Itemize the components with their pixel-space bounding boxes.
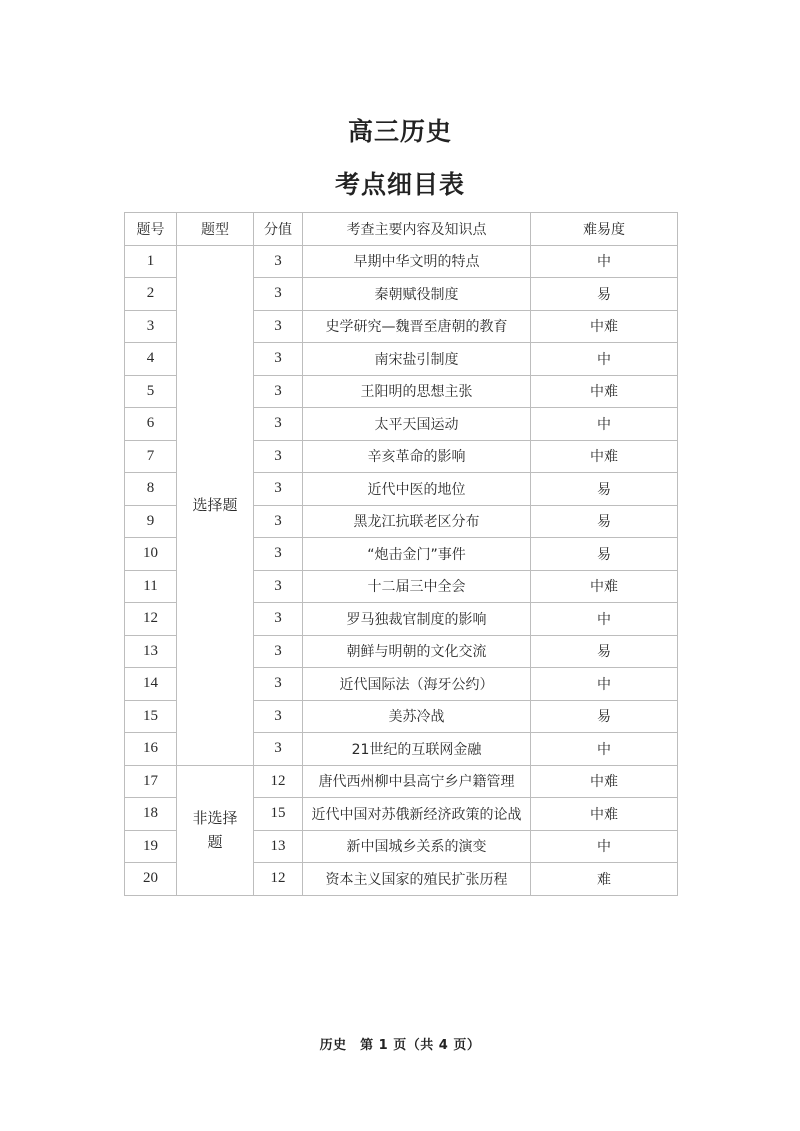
header-difficulty: 难易度 — [531, 213, 678, 246]
score: 3 — [254, 570, 303, 603]
question-type-cell: 非选择题 — [177, 765, 254, 895]
score: 3 — [254, 505, 303, 538]
content-topic: 近代国际法（海牙公约） — [303, 668, 531, 701]
difficulty: 中 — [531, 245, 678, 278]
content-topic: 近代中国对苏俄新经济政策的论战 — [303, 798, 531, 831]
score: 12 — [254, 863, 303, 896]
difficulty: 易 — [531, 700, 678, 733]
header-number: 题号 — [125, 213, 177, 246]
difficulty: 中 — [531, 343, 678, 376]
content-topic: 辛亥革命的影响 — [303, 440, 531, 473]
question-number: 11 — [125, 570, 177, 603]
score: 3 — [254, 408, 303, 441]
question-number: 1 — [125, 245, 177, 278]
score: 3 — [254, 733, 303, 766]
score: 3 — [254, 245, 303, 278]
content-topic: 美苏冷战 — [303, 700, 531, 733]
content-topic: 南宋盐引制度 — [303, 343, 531, 376]
header-question-type: 题型 — [177, 213, 254, 246]
table-row — [125, 245, 678, 278]
question-number: 5 — [125, 375, 177, 408]
question-number: 19 — [125, 830, 177, 863]
question-number: 20 — [125, 863, 177, 896]
question-number: 15 — [125, 700, 177, 733]
difficulty: 中 — [531, 733, 678, 766]
difficulty: 中 — [531, 830, 678, 863]
content-topic: 黑龙江抗联老区分布 — [303, 505, 531, 538]
difficulty: 中难 — [531, 798, 678, 831]
difficulty: 中 — [531, 603, 678, 636]
score: 3 — [254, 343, 303, 376]
score: 3 — [254, 310, 303, 343]
difficulty: 易 — [531, 505, 678, 538]
content-topic: 罗马独裁官制度的影响 — [303, 603, 531, 636]
question-number: 7 — [125, 440, 177, 473]
content-topic: 史学研究—魏晋至唐朝的教育 — [303, 310, 531, 343]
page-title: 高三历史 — [347, 117, 452, 146]
page-subtitle: 考点细目表 — [334, 170, 465, 199]
score: 15 — [254, 798, 303, 831]
table-body — [125, 245, 678, 895]
difficulty: 中难 — [531, 440, 678, 473]
score: 3 — [254, 278, 303, 311]
difficulty: 易 — [531, 278, 678, 311]
difficulty: 易 — [531, 635, 678, 668]
content-topic: “炮击金门”事件 — [303, 538, 531, 571]
score: 3 — [254, 603, 303, 636]
question-number: 4 — [125, 343, 177, 376]
score: 3 — [254, 440, 303, 473]
question-number: 16 — [125, 733, 177, 766]
content-topic: 王阳明的思想主张 — [303, 375, 531, 408]
difficulty: 易 — [531, 473, 678, 506]
difficulty: 易 — [531, 538, 678, 571]
question-number: 18 — [125, 798, 177, 831]
content-topic: 十二届三中全会 — [303, 570, 531, 603]
score: 3 — [254, 668, 303, 701]
score: 13 — [254, 830, 303, 863]
question-number: 17 — [125, 765, 177, 798]
question-number: 14 — [125, 668, 177, 701]
difficulty: 中难 — [531, 570, 678, 603]
table-row — [125, 765, 678, 798]
score: 3 — [254, 700, 303, 733]
question-number: 9 — [125, 505, 177, 538]
difficulty: 中难 — [531, 375, 678, 408]
question-number: 2 — [125, 278, 177, 311]
exam-points-table — [124, 212, 678, 896]
score: 3 — [254, 473, 303, 506]
difficulty: 难 — [531, 863, 678, 896]
question-number: 3 — [125, 310, 177, 343]
question-type-cell: 选择题 — [177, 245, 254, 765]
content-topic: 太平天国运动 — [303, 408, 531, 441]
content-topic: 秦朝赋役制度 — [303, 278, 531, 311]
score: 3 — [254, 538, 303, 571]
content-topic: 早期中华文明的特点 — [303, 245, 531, 278]
score: 12 — [254, 765, 303, 798]
content-topic: 朝鲜与明朝的文化交流 — [303, 635, 531, 668]
content-topic: 近代中医的地位 — [303, 473, 531, 506]
content-topic: 21世纪的互联网金融 — [303, 733, 531, 766]
page-footer: 历史 第 1 页（共 4 页） — [319, 1038, 481, 1053]
question-number: 13 — [125, 635, 177, 668]
content-topic: 唐代西州柳中县高宁乡户籍管理 — [303, 765, 531, 798]
question-number: 6 — [125, 408, 177, 441]
question-number: 10 — [125, 538, 177, 571]
question-number: 12 — [125, 603, 177, 636]
header-content: 考查主要内容及知识点 — [303, 213, 531, 246]
question-number: 8 — [125, 473, 177, 506]
table-header-row — [125, 213, 678, 246]
score: 3 — [254, 375, 303, 408]
score: 3 — [254, 635, 303, 668]
difficulty: 中难 — [531, 310, 678, 343]
content-topic: 资本主义国家的殖民扩张历程 — [303, 863, 531, 896]
difficulty: 中难 — [531, 765, 678, 798]
content-topic: 新中国城乡关系的演变 — [303, 830, 531, 863]
header-score: 分值 — [254, 213, 303, 246]
difficulty: 中 — [531, 408, 678, 441]
difficulty: 中 — [531, 668, 678, 701]
